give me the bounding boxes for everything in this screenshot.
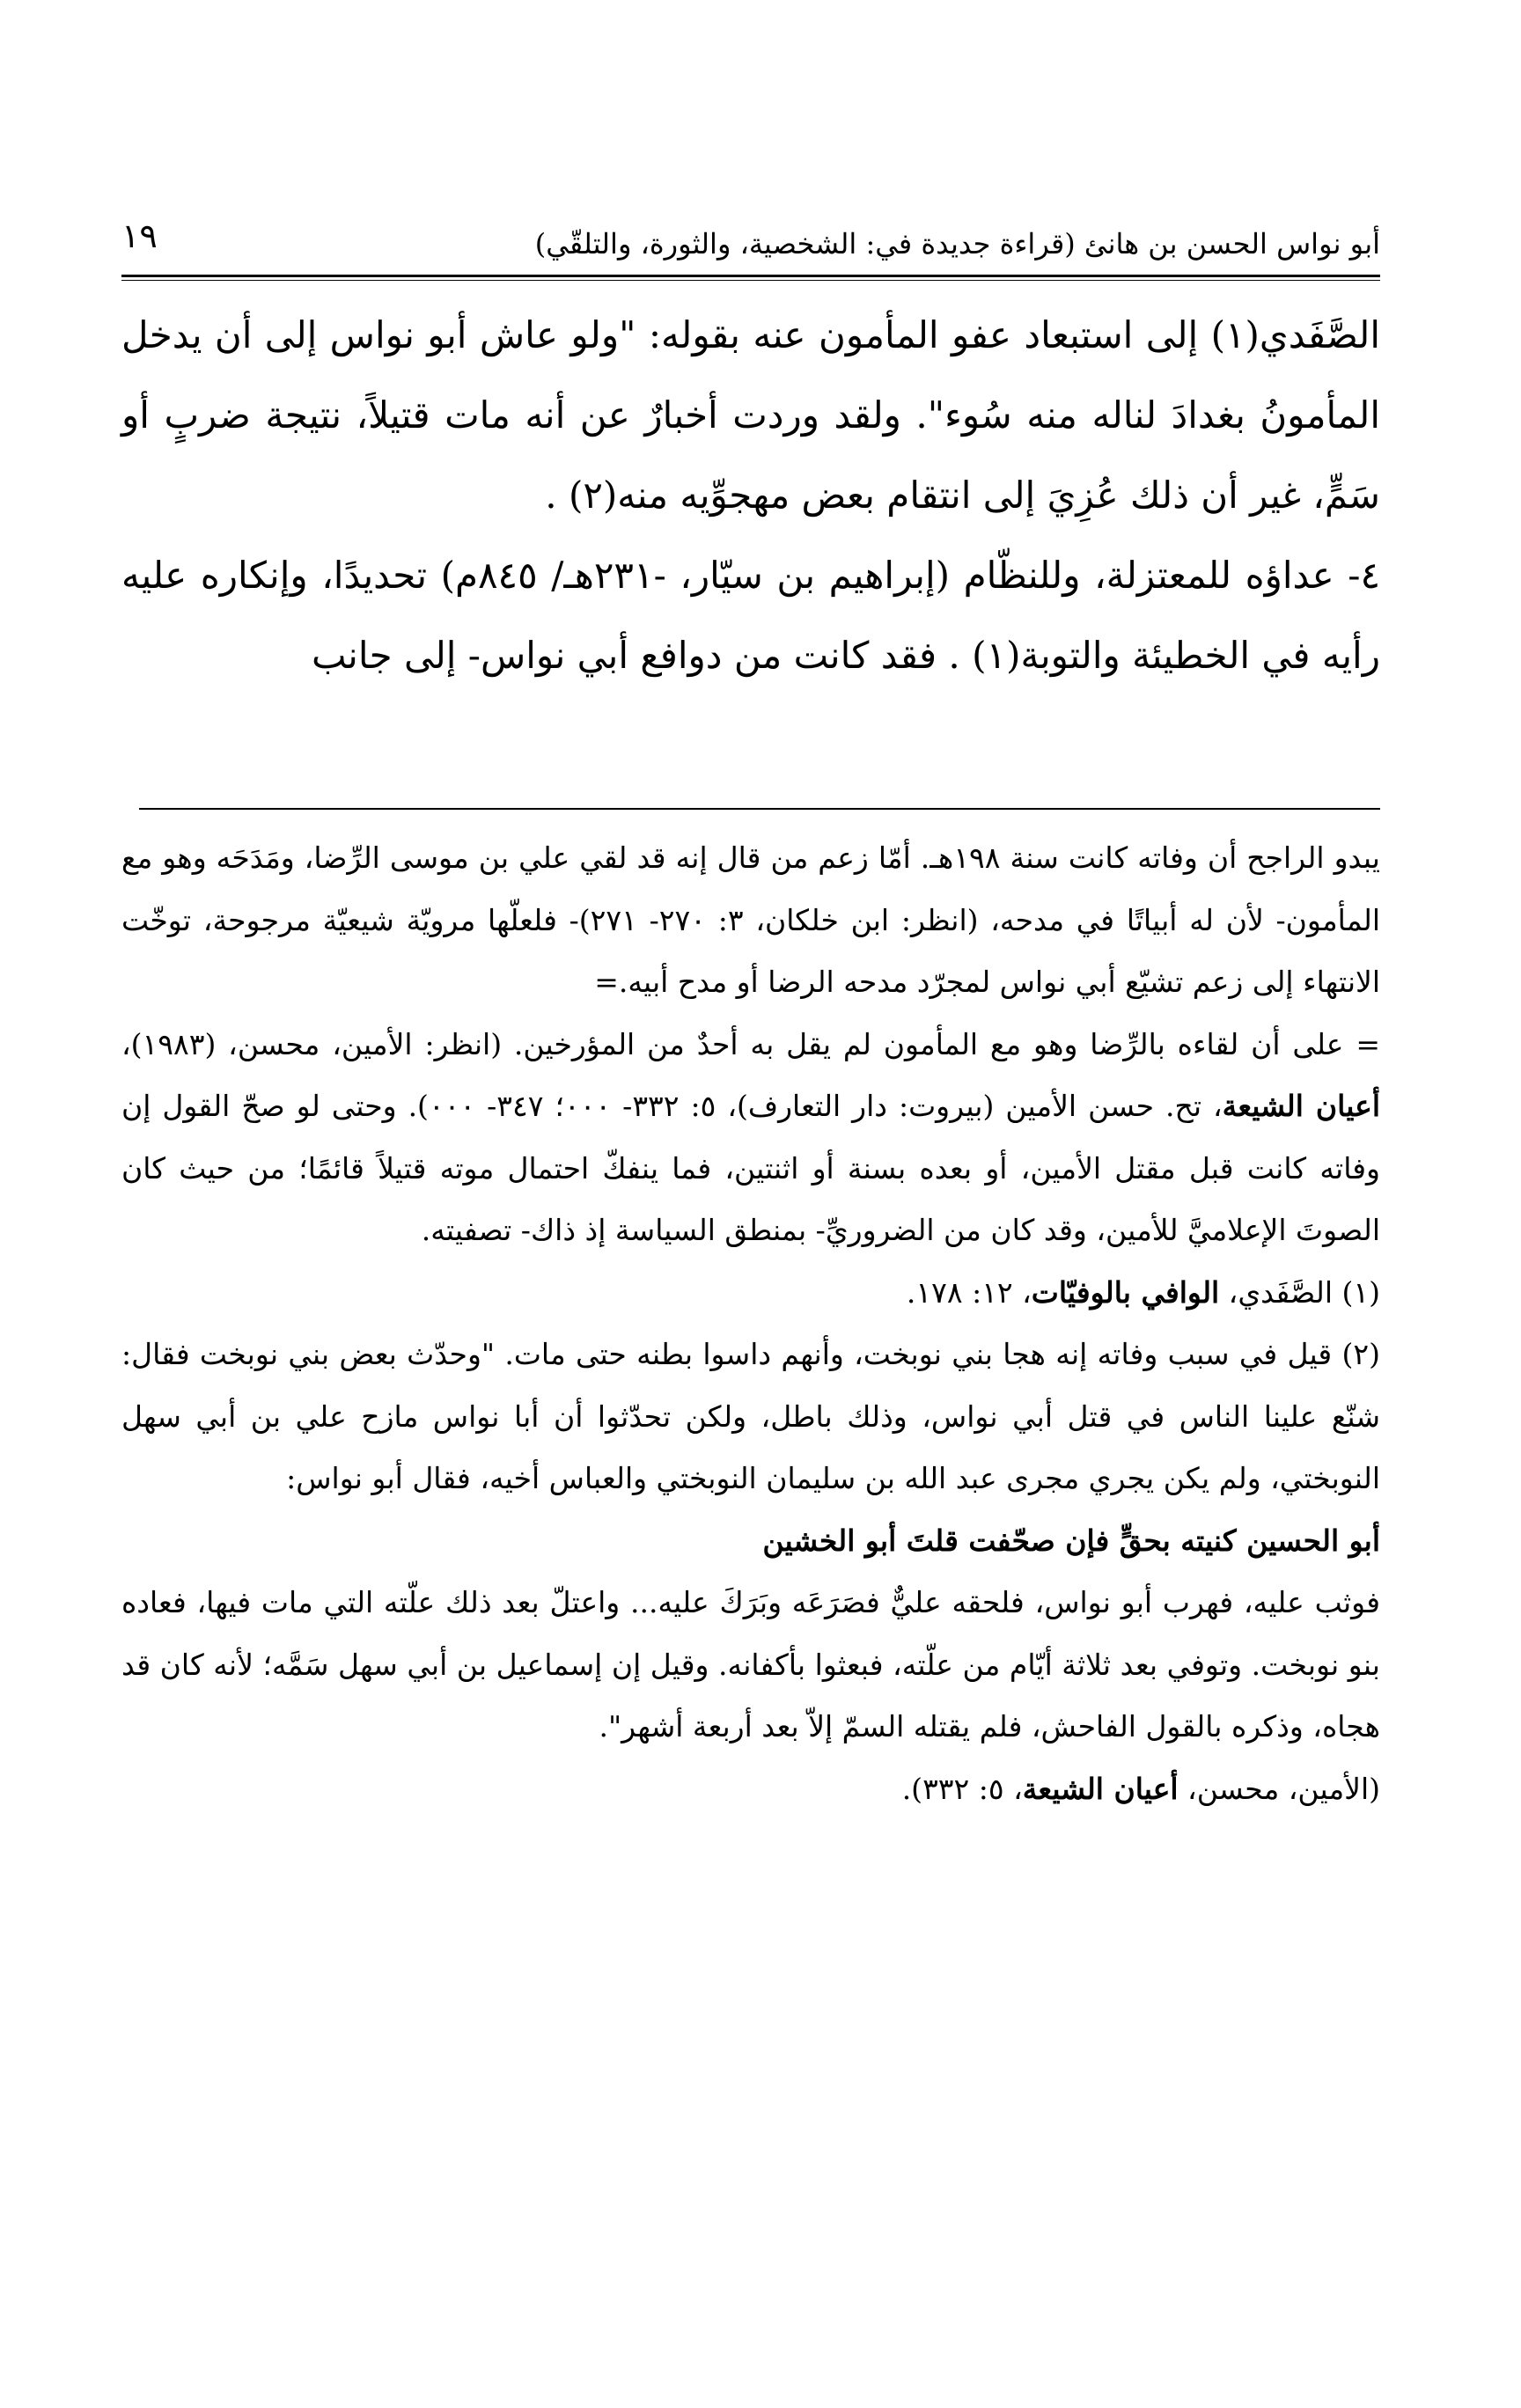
footnote-text: (الأمين، محسن، <box>1178 1771 1380 1806</box>
main-paragraph-1: الصَّفَدي(١) إلى استبعاد عفو المأمون عنه بقوله: "ولو عاش أبو نواس إلى أن يدخل المأمونُ بغدادَ لناله منه سُوء". ولقد وردت أخبارٌ عن أنه مات قتيلاً، نتيجة ضربٍ أو سَمٍّ، غير أن ذلك عُزِيَ إلى انتقام بعض مهجوِّيه منه(٢) . <box>121 313 1380 517</box>
footnotes <box>121 827 1380 1820</box>
footnote-2-verse: أبو الحسين كنيته بحقٍّ فإن صحّفت قلتَ أبو الخشين <box>762 1523 1380 1558</box>
footnote-2: (٢) قيل في سبب وفاته إنه هجا بني نوبخت، وأنهم داسوا بطنه حتى مات. "وحدّث بعض بني نوبخت فقال: شنّع علينا الناس في قتل أبي نواس، وذلك باطل، ولكن تحدّثوا أن أبا نواس مازح علي بن أبي سهل النوبختي، ولم يكن يجري مجرى عبد الله بن سليمان النوبختي والعباس أخيه، فقال أبو نواس: <box>121 1337 1380 1495</box>
main-paragraph-2: ٤- عداؤه للمعتزلة، وللنظّام (إبراهيم بن سيّار، -٢٣١هـ/ ٨٤٥م) تحديدًا، وإنكاره عليه رأيه في الخطيئة والتوبة(١) . فقد كانت من دوافع أبي نواس- إلى جانب <box>121 554 1380 677</box>
footnote-text: (١) الصَّفَدي، <box>1219 1274 1380 1310</box>
footnote-text: = على أن لقاءه بالرِّضا وهو مع المأمون لم يقل به أحدٌ من المؤرخين. (انظر: الأمين، محسن، (١٩٨٣)، <box>121 1026 1380 1061</box>
book-title: الوافي بالوفيّات <box>1031 1274 1220 1310</box>
main-text <box>121 295 1380 695</box>
footnote-continuation-2 <box>121 1014 1380 1262</box>
footnote-2-citation <box>121 1758 1380 1821</box>
book-title: أعيان الشيعة <box>1022 1771 1179 1806</box>
header-rule-thin <box>121 280 1380 281</box>
footnote-text: ، ١٢: ١٧٨. <box>906 1274 1032 1310</box>
page-number: ١٩ <box>121 217 158 255</box>
footnote-separator <box>139 808 1380 810</box>
footnote-2-continued: فوثب عليه، فهرب أبو نواس، فلحقه عليٌّ فصَرَعَه وبَرَكَ عليه... واعتلّ بعد ذلك علّته التي مات فيها، فعاده بنو نوبخت. وتوفي بعد ثلاثة أيّام من علّته، فبعثوا بأكفانه. وقيل إن إسماعيل بن أبي سهل سَمَّه؛ لأنه كان قد هجاه، وذكره بالقول الفاحش، فلم يقتله السمّ إلاّ بعد أربعة أشهر". <box>121 1585 1380 1744</box>
footnote-text: ، تح. حسن الأمين (بيروت: دار التعارف)، ٥: ٣٣٢- ٠٠٠؛ ٣٤٧- ٠٠٠). وحتى لو صحّ القول إن وفاته كانت قبل مقتل الأمين، أو بعده بسنة أو اثنتين، فما ينفكّ احتمال موته قتيلاً قائمًا؛ من حيث كان الصوتَ الإعلاميَّ للأمين، وقد كان من الضروريِّ- بمنطق السياسة إذ ذاك- تصفيته. <box>121 1089 1380 1247</box>
footnote-text: ، ٥: ٣٣٢). <box>901 1771 1023 1806</box>
running-head: أبو نواس الحسن بن هانئ (قراءة جديدة في: الشخصية، والثورة، والتلقّي) <box>534 227 1380 261</box>
footnote-1 <box>121 1262 1380 1325</box>
page-header <box>121 201 1380 271</box>
footnote-continuation-1: يبدو الراجح أن وفاته كانت سنة ١٩٨هـ. أمّا زعم من قال إنه قد لقي علي بن موسى الرِّضا، ومَدَحَه وهو مع المأمون- لأن له أبياتًا في مدحه، (انظر: ابن خلكان، ٣: ٢٧٠- ٢٧١)- فلعلّها مرويّة شيعيّة مرجوحة، توخّت الانتهاء إلى زعم تشيّع أبي نواس لمجرّد مدحه الرضا أو مدح أبيه.= <box>121 841 1380 999</box>
header-rule <box>121 275 1380 277</box>
book-title: أعيان الشيعة <box>1222 1089 1381 1123</box>
